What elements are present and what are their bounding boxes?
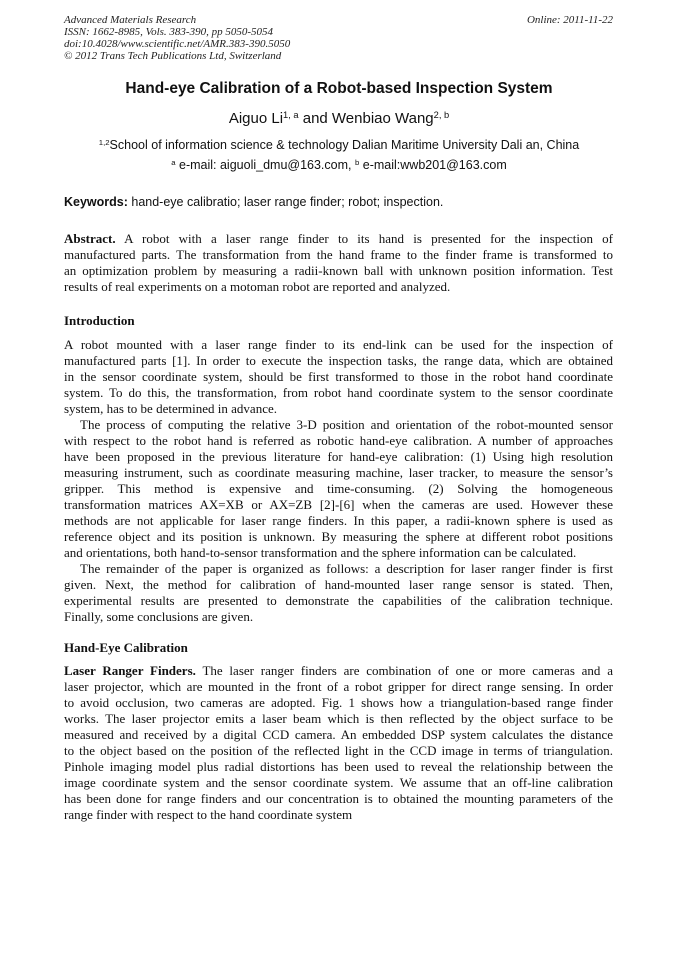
paragraph-line: reference object and its position is unknown. By measuring the sphere at different robot positions [64,529,613,544]
paragraph-line: Finally, some conclusions are given. [64,609,254,624]
paragraph-line: experimental results are presented to demonstrate the capabilities of the calibration technique. [64,593,613,608]
paragraph-line: to avoid occlusion, two cameras are adopted. Fig. 1 shows how a triangulation-based range finder [64,695,613,710]
emails [0,158,678,172]
paragraph-line: The process of computing the relative 3-D position and orientation of the robot-mounted sensor [80,417,613,432]
paragraph-line: The remainder of the paper is organized as follows: a description for laser ranger finder is first [80,561,613,576]
abstract [64,231,613,295]
paragraph-line: transformation matrices AX=XB or AX=ZB [2]-[6] when the cameras are used. However these [64,497,613,512]
affiliation-sup: 1,2 [98,137,110,147]
section-heading-hand-eye: Hand-Eye Calibration [64,640,188,655]
author-2-sup: 2, b [433,109,450,120]
paragraph-line: with respect to the robot hand is referred as robotic hand-eye calibration. A number of approaches [64,433,613,448]
email-b: e-mail:wwb201@163.com [359,158,507,172]
paper-title: Hand-eye Calibration of a Robot-based Inspection System [125,80,553,97]
paragraph-line: works. The laser projector emits a laser beam which is then reflected by the object surface to be [64,711,613,726]
paragraph-continuation [64,679,613,823]
paragraph-line: system, has to be determined in advance. [64,401,277,416]
issn: ISSN: 1662-8985, Vols. 383-390, pp 5050-5054 [64,26,273,38]
paragraph-line: measured and received by a digital CCD camera. An embedded DSP system calculates the distance [64,727,613,742]
doi: doi:10.4028/www.scientific.net/AMR.383-390.5050 [64,38,291,50]
paragraph-line: laser projector, which are mounted in the front of a robot gripper for direct range sensing. In order [64,679,613,694]
paragraph-line [64,663,613,679]
paragraph-line: range finder with respect to the hand coordinate system [64,807,353,822]
section-heading-introduction: Introduction [64,313,135,328]
paragraph-line: system. To do this, the transformation, from robot hand coordinate system to the sensor coordinate [64,385,613,400]
paragraph-line: has been done for range finders and our concentration is to obtained the mounting parameters of the [64,791,613,806]
introduction-body [64,337,613,625]
copyright: © 2012 Trans Tech Publications Ltd, Switzerland [64,50,282,62]
keywords [64,195,443,209]
paragraph-line: methods are not applicable for laser range finders. In this paper, a radii-known sphere is used as [64,513,613,528]
abstract-text: A robot with a laser range finder to its hand is presented for the inspection of [115,231,613,246]
abstract-line: an optimization problem by measuring a radii-known ball with unknown position information. Test [64,263,613,278]
journal-header [64,14,290,62]
authors [0,110,678,127]
author-1: Aiguo Li [228,110,284,127]
paragraph-text: The laser ranger finders are combination of one or more cameras and a [195,663,613,678]
paragraph-line: manufactured parts [1]. In order to execute the inspection tasks, the range data, which are obtained [64,353,613,368]
paragraph-line: have been proposed in the previous literature for hand-eye calibration: (1) Using high resolution [64,449,613,464]
affiliation [0,138,678,152]
email-a-sup: a [171,157,176,167]
hand-eye-body [64,663,613,823]
abstract-line: results of real experiments on a motoman robot are reported and analyzed. [64,279,451,294]
paragraph-line: given. Next, the method for calibration of hand-mounted laser range sensor is stated. Then, [64,577,613,592]
abstract-line [64,231,613,247]
author-1-sup: 1, a [283,109,299,120]
subsection-lead: Laser Ranger Finders. [64,663,196,678]
online-date: Online: 2011-11-22 [526,14,613,26]
keywords-label: Keywords: [64,195,128,209]
keywords-text: hand-eye calibratio; laser range finder; robot; inspection. [127,195,444,209]
paragraph-line: to the object based on the position of the reflected light in the CCD image in terms of triangulation. [64,743,613,758]
paragraph-line: image coordinate system and the sensor coordinate system. We assume that an off-line calibration [64,775,613,790]
email-b-sup: b [354,157,360,167]
paragraph-line: Pinhole imaging model plus radial distortions has been used to reveal the relationship between the [64,759,613,774]
abstract-label: Abstract. [64,231,116,246]
paragraph-line: and orientations, both hand-to-sensor transformation and the sphere information can be calculated. [64,545,577,560]
paragraph-line: measuring instrument, such as coordinate measuring machine, laser tracker, to measure the sensor’s [64,465,613,480]
paragraph-line: A robot mounted with a laser range finder to its end-link can be used for the inspection of [64,337,613,352]
paragraph-line: gripper. This method is expensive and time-consuming. (2) Solving the homogeneous [64,481,613,496]
author-2: and Wenbiao Wang [298,110,434,127]
journal-name: Advanced Materials Research [64,14,197,26]
abstract-line: manufactured parts. The transformation from the hand frame to the finder frame is transformed to [64,247,613,262]
email-a: e-mail: aiguoli_dmu@163.com, [175,158,355,172]
paragraph-line: in the sensor coordinate system, should be first transformed to those in the robot hand coordinate [64,369,613,384]
affiliation-text: School of information science & technology Dalian Maritime University Dali an, China [109,138,580,152]
